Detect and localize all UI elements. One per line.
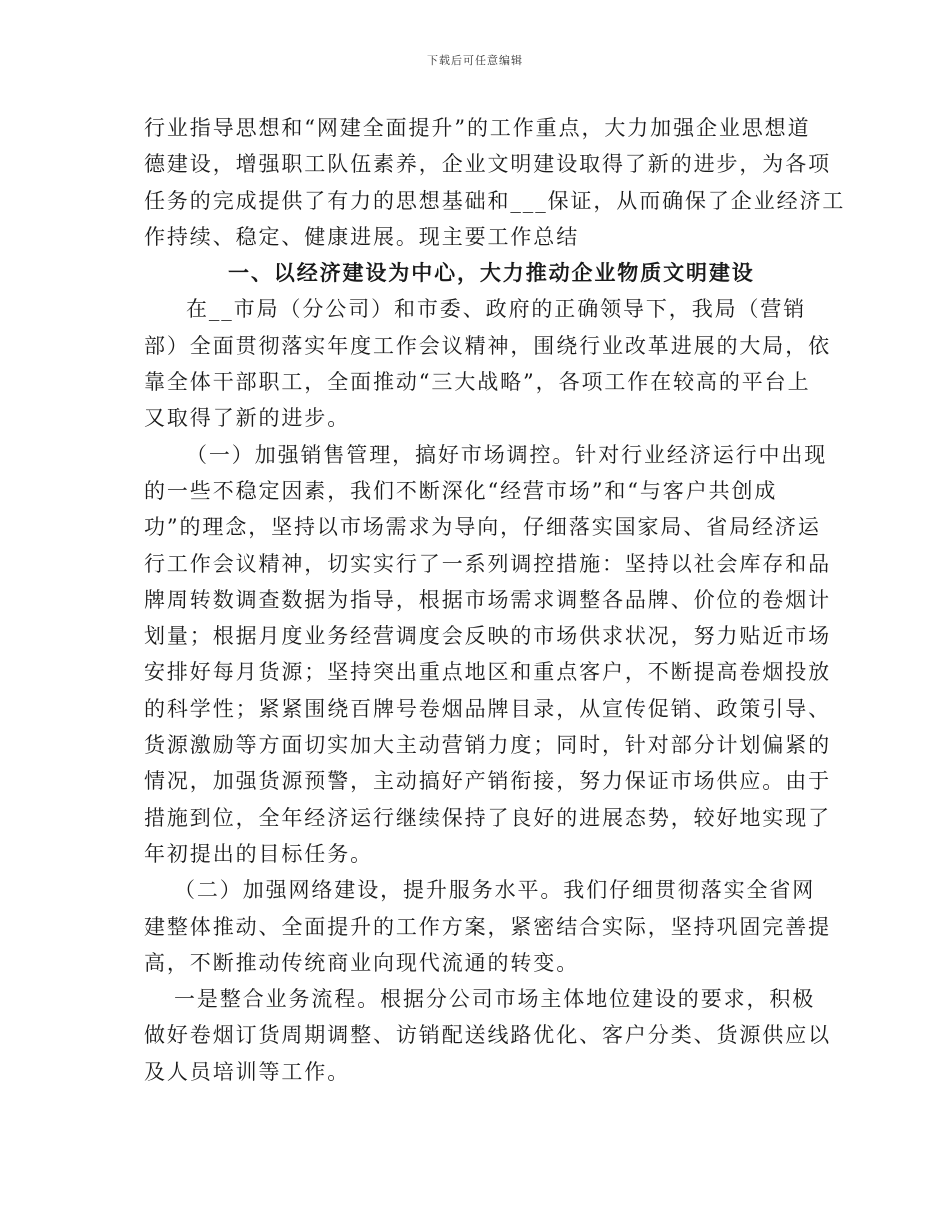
text-line: （一）加强销售管理，搞好市场调控。针对行业经济运行中出现 (186, 442, 828, 467)
text-line: （二）加强网络建设，提升服务水平。我们仔细贯彻落实全省网 (174, 878, 816, 903)
text-line: 安排好每月货源；坚持突出重点地区和重点客户，不断提高卷烟投放 (144, 660, 831, 685)
text-line: 又取得了新的进步。 (144, 406, 351, 431)
paragraph-1 (144, 291, 831, 436)
text-line: 任务的完成提供了有力的思想基础和___保证，从而确保了企业经济工 (144, 188, 846, 213)
paragraph-4 (144, 981, 831, 1090)
text-line: 行业指导思想和“网建全面提升”的工作重点，大力加强企业思想道 (144, 116, 811, 140)
section-heading (144, 255, 806, 291)
paragraph-intro (144, 110, 846, 255)
paragraph-2 (144, 437, 831, 873)
text-line: 及人员培训等工作。 (144, 1059, 351, 1084)
text-line: 一是整合业务流程。根据分公司市场主体地位建设的要求，积极 (174, 987, 816, 1012)
paragraph-3 (144, 872, 831, 981)
text-line: 德建设，增强职工队伍素养，企业文明建设取得了新的进步，为各项 (144, 152, 831, 177)
text-line: 建整体推动、全面提升的工作方案，紧密结合实际，坚持巩固完善提 (144, 914, 831, 939)
text-line: 牌周转数调查数据为指导，根据市场需求调整各品牌、价位的卷烟计 (144, 587, 831, 612)
text-line: 措施到位，全年经济运行继续保持了良好的进展态势，较好地实现了 (144, 805, 831, 830)
text-line: 年初提出的目标任务。 (144, 841, 373, 866)
text-line: 货源激励等方面切实加大主动营销力度；同时，针对部分计划偏紧的 (144, 733, 831, 758)
heading-text: 一、以经济建设为中心，大力推动企业物质文明建设 (228, 260, 755, 286)
text-line: 行工作会议精神，切实实行了一系列调控措施：坚持以社会库存和品 (144, 551, 831, 576)
text-line: 靠全体干部职工，全面推动“三大战略”，各项工作在较高的平台上 (144, 370, 811, 395)
document-body (144, 110, 846, 1090)
text-line: 的科学性；紧紧围绕百牌号卷烟品牌目录，从宣传促销、政策引导、 (144, 696, 831, 721)
header-note: 下载后可任意编辑 (427, 54, 523, 67)
text-line: 划量；根据月度业务经营调度会反映的市场供求状况，努力贴近市场 (144, 624, 831, 649)
text-line: 做好卷烟订货周期调整、访销配送线路优化、客户分类、货源供应以 (144, 1023, 831, 1048)
text-line: 高，不断推动传统商业向现代流通的转变。 (144, 950, 580, 975)
text-line: 在__市局（分公司）和市委、政府的正确领导下，我局（营销 (186, 297, 807, 322)
text-line: 功”的理念，坚持以市场需求为导向，仔细落实国家局、省局经济运 (144, 515, 821, 540)
text-line: 作持续、稳定、健康进展。现主要工作总结 (144, 224, 580, 249)
text-line: 情况，加强货源预警，主动搞好产销衔接，努力保证市场供应。由于 (144, 769, 831, 794)
text-line: 的一些不稳定因素，我们不断深化“经营市场”和“与客户共创成 (144, 478, 778, 503)
text-line: 部）全面贯彻落实年度工作会议精神，围绕行业改革进展的大局，依 (144, 333, 831, 358)
